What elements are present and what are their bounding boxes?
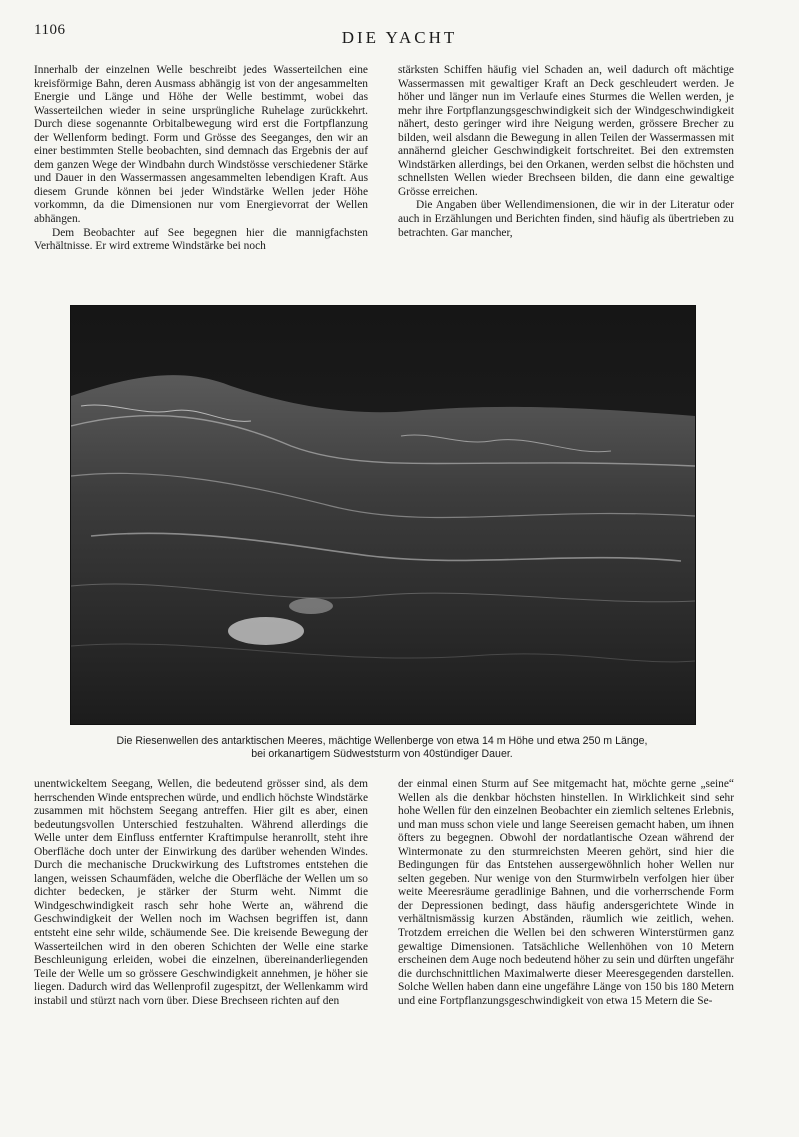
paragraph: der einmal einen Sturm auf See mitgemacht hat, möchte gerne „seine“ Wellen als die denkbar höchsten hinstellen. In Wirklichkeit sind sehr hohe Wellen für den einzelnen Beobachter ein ziemlich seltenes Erlebnis, und man muss schon viele und lange Seereisen gemacht haben, um ihnen öfters zu begegnen. Obwohl der nordatlantische Ozean während der Wintermonate zu den sturmreichsten Meeren gehört, sind hier die Bedingungen für das Entstehen aussergewöhnlich hoher Wellen nur selten gegeben. Nur wenige von den Sturmwirbeln verfolgen hier über weite Meeresräume geradlinige Bahnen, und die vorherrschende Form der Depressionen bedingt, dass häufig andersgerichtete Winde in verhältnismässig kurzen Abständen, räumlich wie zeitlich, wehen. Trotzdem erreichen die Wellen bei den schweren Winterstürmen ganz gewaltige Dimensionen. Tatsächliche Wellenhöhen von 10 Metern erscheinen dem Auge noch bedeutend höher zu sein und dürften ungefähr die durchschnittlichen Maximalwerte dieser Meeresgegenden darstellen. Solche Wellen haben dann eine ungefähre Länge von 150 bis 180 Metern und eine Fortpflanzungsgeschwindigkeit von etwa 15 Metern die Se- — [398, 778, 734, 1007]
column-bottom-left — [34, 778, 368, 1008]
paragraph: unentwickeltem Seegang, Wellen, die bedeutend grösser sind, als dem herrschenden Winde entsprechen würde, und endlich höchste Windstärke zusammen mit höchstem Seegang antreffen. Hier gilt es aber, einen bedeutungsvollen Unterschied festzuhalten. Während allerdings die Welle unter dem Einfluss entfernter Kraftimpulse heranrollt, steht ihre Oberfläche doch unter der Einwirkung des darüber wehenden Windes. Durch die mechanische Druckwirkung des Luftstromes entstehen die langen, weissen Schaumfäden, welche die Oberfläche der Wellen um so dichter bedecken, je stärker der Sturm weht. Nimmt die Windgeschwindigkeit rasch sehr hohe Werte an, während die Geschwindigkeit der Wellen noch im Wachsen begriffen ist, dann entsteht eine sehr wilde, schäumende See. Die kreisende Bewegung der Wasserteilchen wird in den oberen Schichten der Welle eine starke Beschleunigung erleiden, wobei die einzelnen, übereinanderliegenden Teile der Welle um so grössere Geschwindigkeit annehmen, je höher sie liegen. Dadurch wird das Wellenprofil zugespitzt, der Wellenkamm wird instabil und stürzt nach vorn über. Diese Brechseen richten auf den — [34, 778, 368, 1007]
waves-illustration — [71, 306, 695, 724]
figure-caption — [70, 735, 694, 761]
column-top-right — [398, 64, 734, 240]
magazine-title: DIE YACHT — [341, 28, 458, 47]
paragraph: Dem Beobachter auf See begegnen hier die mannigfachsten Verhältnisse. Er wird extreme Windstärke bei noch — [34, 226, 368, 253]
caption-line: Die Riesenwellen des antarktischen Meeres, mächtige Wellenberge von etwa 14 m Höhe und etwa 250 m Länge, — [116, 735, 648, 747]
column-top-left — [34, 64, 368, 254]
paragraph: Innerhalb der einzelnen Welle beschreibt jedes Wasserteilchen eine kreisförmige Bahn, deren Ausmass abhängig ist von der angesammelten Energie und Länge und Höhe der Welle bestimmt, wobei das Wasserteilchen wieder in seine ursprüngliche Ruhelage zurückkehrt. Durch diese sogenannte Orbitalbewegung wird erst die Fortpflanzung der Wellenform bedingt. Form und Grösse des Seeganges, den wir an einer bestimmten Stelle beobachten, sind demnach das Ergebnis der auf dem ganzen Wege der Windbahn durch Windstösse verschiedener Stärke und Dauer in den Wassermassen angesammelten lebendigen Kraft. Aus diesem Grunde können bei jeder Windstärke Wellen jeder Höhe vorkommn, da die Dimensionen nur vom Energievorrat der Wellen abhängen. — [34, 64, 368, 226]
paragraph: Die Angaben über Wellendimensionen, die wir in der Literatur oder auch in Erzählungen und Berichten finden, sind häufig als übertrieben zu betrachten. Gar mancher, — [398, 199, 734, 239]
column-bottom-right — [398, 778, 734, 1008]
paragraph: stärksten Schiffen häufig viel Schaden an, weil dadurch oft mächtige Wassermassen mit gewaltiger Kraft an Deck geschleudert werden. Je höher und länger nun im Verlaufe eines Sturmes die Wellen werden, je mehr ihre Fortpflanzungsgeschwindigkeit sich der Windgeschwindigkeit nähert, desto geringer wird ihre Neigung werden, grössere Brecher zu bilden, weil alsdann die Bewegung in allen Teilen der Wassermassen mit annähernd gleicher Geschwindigkeit fortschreitet. Bei den extremsten Windstärken allerdings, bei den Orkanen, werden selbst die höchsten und schnellsten Wellen wieder Brechseen bilden, die dann eine gewaltige Grösse erreichen. — [398, 64, 734, 198]
caption-line: bei orkanartigem Südweststurm von 40stündiger Dauer. — [251, 748, 513, 760]
ocean-waves-photo — [70, 305, 696, 725]
page-number: 1106 — [34, 22, 66, 38]
